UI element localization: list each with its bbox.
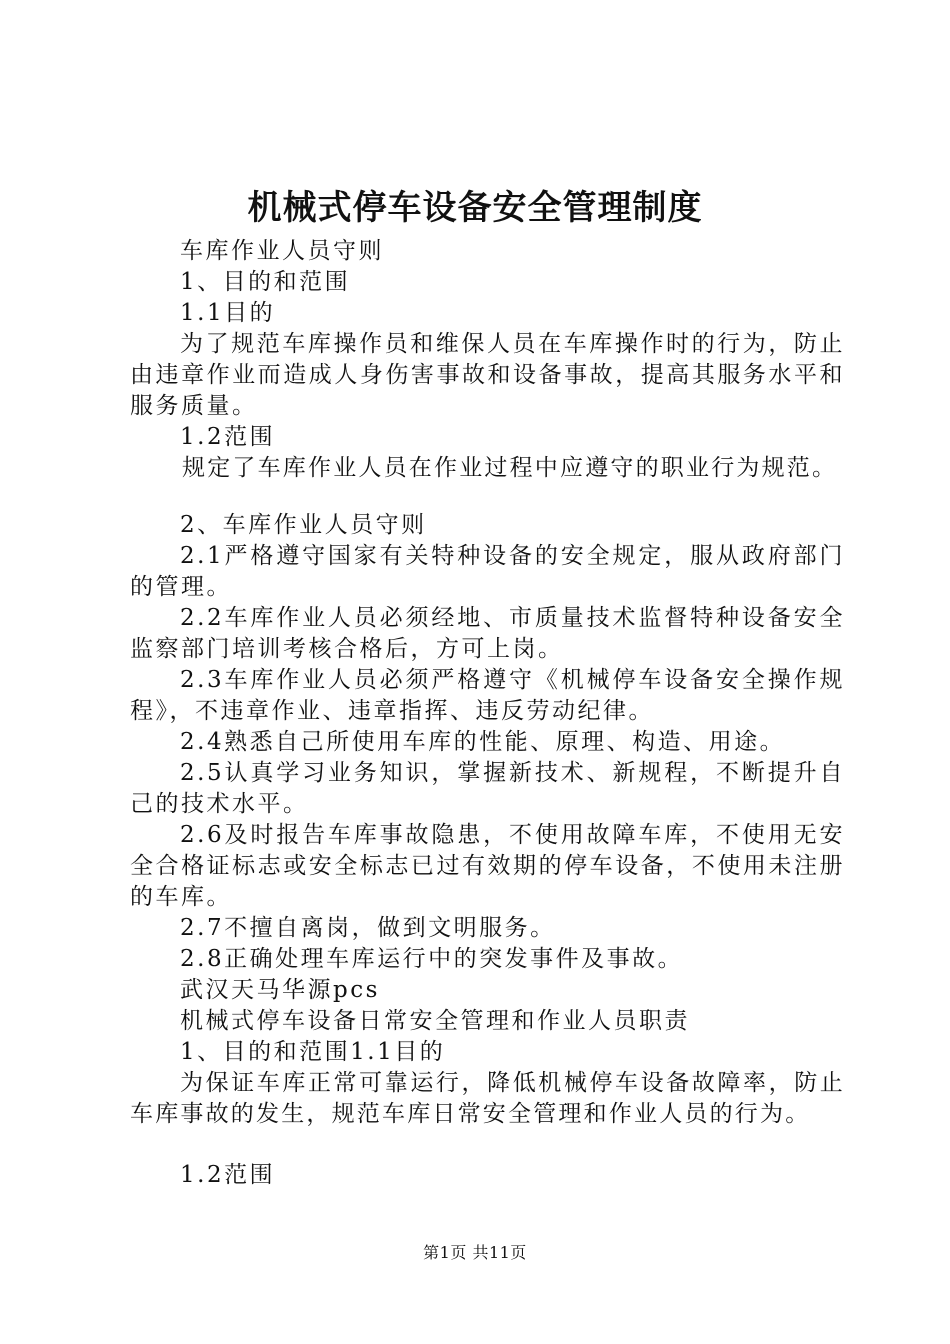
document-body [130,236,845,1191]
body-paragraph: 2.1严格遵守国家有关特种设备的安全规定，服从政府部门的管理。 [130,543,845,600]
body-paragraph: 2.3车库作业人员必须严格遵守《机械停车设备安全操作规程》，不违章作业、违章指挥、违反劳动纪律。 [130,667,845,724]
source-line: 武汉天马华源pcs [180,977,380,1003]
document-title: 机械式停车设备安全管理制度 [247,188,703,228]
body-paragraph: 为保证车库正常可靠运行，降低机械停车设备故障率，防止车库事故的发生，规范车库日常安全管理和作业人员的行为。 [130,1070,845,1127]
section-heading: 1、目的和范围1.1目的 [180,1039,446,1065]
body-paragraph: 2.6及时报告车库事故隐患，不使用故障车库，不使用无安全合格证标志或安全标志已过有效期的停车设备，不使用未注册的车库。 [130,822,845,910]
section-heading: 车库作业人员守则 [180,238,384,264]
body-paragraph: 为了规范车库操作员和维保人员在车库操作时的行为，防止由违章作业而造成人身伤害事故和设备事故，提高其服务水平和服务质量。 [130,331,845,419]
section-heading: 1、目的和范围 [180,269,351,295]
subsection-heading: 1.1目的 [180,300,276,326]
section-heading: 2、车库作业人员守则 [180,512,427,538]
page-footer: 第1页 共11页 [423,1243,527,1262]
section-heading: 机械式停车设备日常安全管理和作业人员职责 [180,1008,690,1034]
body-paragraph: 2.8正确处理车库运行中的突发事件及事故。 [180,946,684,972]
subsection-heading: 1.2范围 [180,424,276,450]
body-paragraph: 2.4熟悉自己所使用车库的性能、原理、构造、用途。 [180,729,786,755]
body-paragraph: 2.2车库作业人员必须经地、市质量技术监督特种设备安全监察部门培训考核合格后，方可上岗。 [130,605,845,662]
body-paragraph: 规定了车库作业人员在作业过程中应遵守的职业行为规范。 [182,455,838,481]
body-paragraph: 2.5认真学习业务知识，掌握新技术、新规程，不断提升自己的技术水平。 [130,760,845,817]
body-paragraph: 2.7不擅自离岗，做到文明服务。 [180,915,556,941]
subsection-heading: 1.2范围 [180,1162,276,1188]
